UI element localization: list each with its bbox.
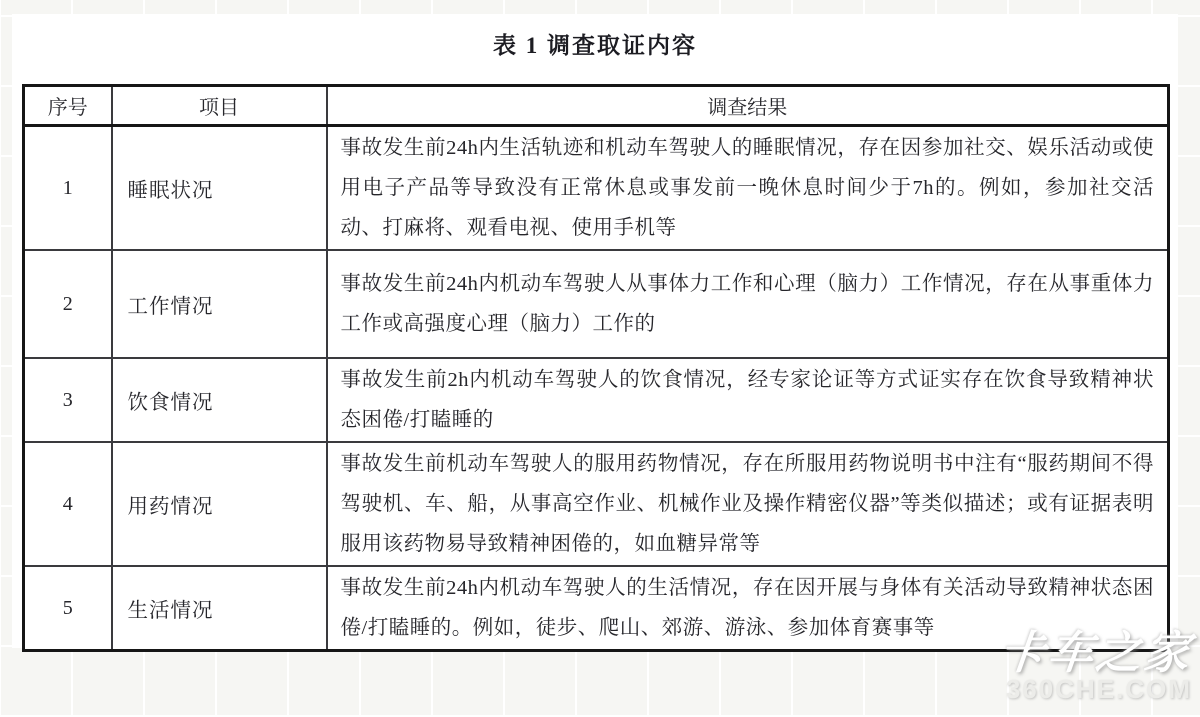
header-row: [24, 86, 1169, 126]
investigation-table: [22, 84, 1170, 652]
row-item: 生活情况: [112, 566, 327, 651]
table-title: 表 1 调查取证内容: [493, 33, 697, 58]
table-row: [24, 566, 1169, 651]
row-item: 用药情况: [112, 442, 327, 566]
row-result: 事故发生前24h内机动车驾驶人的生活情况，存在因开展与身体有关活动导致精神状态困倦/打瞌睡的。例如，徒步、爬山、郊游、游泳、参加体育赛事等: [327, 566, 1169, 651]
col-header-no: 序号: [24, 86, 112, 126]
truck-home-brand-logo: 卡车之家: [997, 627, 1195, 679]
row-number: 2: [24, 250, 112, 358]
row-number: 5: [24, 566, 112, 651]
row-number: 4: [24, 442, 112, 566]
row-result: 事故发生前24h内生活轨迹和机动车驾驶人的睡眠情况，存在因参加社交、娱乐活动或使用电子产品等导致没有正常休息或事发前一晚休息时间少于7h的。例如，参加社交活动、打麻将、观看电视、使用手机等: [327, 126, 1169, 251]
table-row: [24, 126, 1169, 251]
row-result: 事故发生前2h内机动车驾驶人的饮食情况，经专家论证等方式证实存在饮食导致精神状态困倦/打瞌睡的: [327, 358, 1169, 442]
table-row: [24, 442, 1169, 566]
row-item: 工作情况: [112, 250, 327, 358]
col-header-result: 调查结果: [327, 86, 1169, 126]
row-number: 1: [24, 126, 112, 251]
row-result: 事故发生前机动车驾驶人的服用药物情况，存在所服用药物说明书中注有“服药期间不得驾驶机、车、船，从事高空作业、机械作业及操作精密仪器”等类似描述；或有证据表明服用该药物易导致精神困倦的，如血糖异常等: [327, 442, 1169, 566]
row-result: 事故发生前24h内机动车驾驶人从事体力工作和心理（脑力）工作情况，存在从事重体力工作或高强度心理（脑力）工作的: [327, 250, 1169, 358]
table-row: [24, 250, 1169, 358]
col-header-item: 项目: [112, 86, 327, 126]
row-number: 3: [24, 358, 112, 442]
row-item: 饮食情况: [112, 358, 327, 442]
table-row: [24, 358, 1169, 442]
row-item: 睡眠状况: [112, 126, 327, 251]
watermark-site-url: 360CHE.COM: [1005, 674, 1192, 705]
